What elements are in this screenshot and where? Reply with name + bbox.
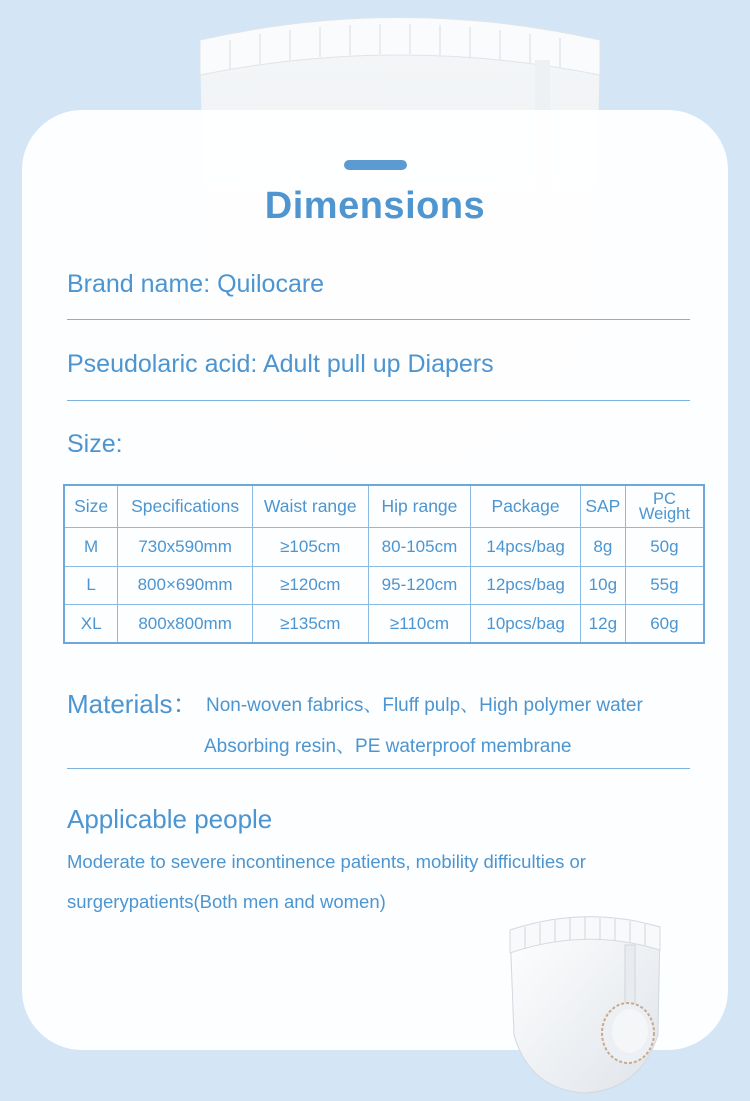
header-pc-weight — [625, 485, 704, 528]
cell-sap: 8g — [580, 528, 625, 566]
size-label: Size: — [67, 430, 123, 458]
cell-pc-weight: 50g — [625, 528, 704, 566]
cell-size: M — [64, 528, 118, 566]
table-row — [64, 605, 704, 643]
materials-line-1: Non-woven fabrics、Fluff pulp、High polymer water — [206, 695, 643, 716]
table-row — [64, 528, 704, 566]
cell-package: 10pcs/bag — [471, 605, 581, 643]
header-size: Size — [64, 485, 118, 528]
cell-size: L — [64, 566, 118, 604]
header-weight: Weight — [638, 504, 690, 523]
cell-specifications: 800×690mm — [118, 566, 253, 604]
applicable-people-line-2: surgerypatients(Both men and women) — [67, 891, 386, 912]
materials-line-2: Absorbing resin、PE waterproof membrane — [204, 736, 572, 757]
cell-pc-weight: 60g — [625, 605, 704, 643]
cell-waist-range: ≥105cm — [252, 528, 368, 566]
header-package: Package — [471, 485, 581, 528]
cell-specifications: 730x590mm — [118, 528, 253, 566]
header-sap: SAP — [580, 485, 625, 528]
divider — [67, 768, 690, 769]
cell-pc-weight: 55g — [625, 566, 704, 604]
diaper-product-image — [500, 905, 670, 1095]
cell-sap: 10g — [580, 566, 625, 604]
cell-size: XL — [64, 605, 118, 643]
cell-package: 14pcs/bag — [471, 528, 581, 566]
cell-waist-range: ≥120cm — [252, 566, 368, 604]
cell-specifications: 800x800mm — [118, 605, 253, 643]
page-title: Dimensions — [264, 185, 486, 227]
header-pc: PC — [652, 489, 676, 508]
product-line: Pseudolaric acid: Adult pull up Diapers — [67, 350, 494, 378]
header-specifications: Specifications — [118, 485, 253, 528]
header-hip-range: Hip range — [368, 485, 471, 528]
cell-hip-range: ≥110cm — [368, 605, 471, 643]
title-accent-bar — [344, 160, 407, 170]
brand-name-line: Brand name: Quilocare — [67, 270, 325, 298]
materials-heading: Materials： — [67, 689, 199, 719]
cell-hip-range: 95-120cm — [368, 566, 471, 604]
divider — [67, 400, 690, 401]
table-row — [64, 566, 704, 604]
size-table — [63, 484, 705, 644]
cell-sap: 12g — [580, 605, 625, 643]
cell-hip-range: 80-105cm — [368, 528, 471, 566]
applicable-people-line-1: Moderate to severe incontinence patients, mobility difficulties or — [67, 851, 586, 872]
header-waist-range: Waist range — [252, 485, 368, 528]
divider — [67, 319, 690, 320]
cell-waist-range: ≥135cm — [252, 605, 368, 643]
cell-package: 12pcs/bag — [471, 566, 581, 604]
applicable-people-heading: Applicable people — [67, 804, 273, 834]
table-header-row — [64, 485, 704, 528]
